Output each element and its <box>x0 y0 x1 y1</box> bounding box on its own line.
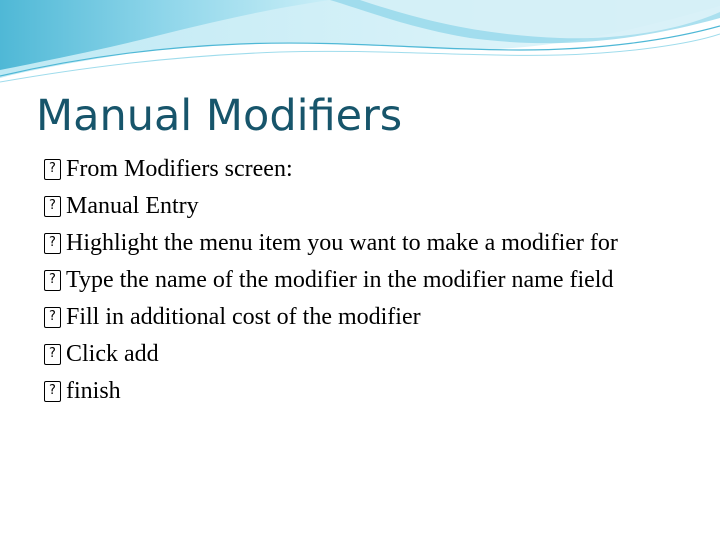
bullet-text: Type the name of the modifier in the modifier name field <box>66 267 614 293</box>
missing-glyph-box-icon: ? <box>44 233 61 254</box>
bullet-text: Manual Entry <box>66 193 199 219</box>
missing-glyph-box-icon: ? <box>44 196 61 217</box>
missing-glyph-box-icon: ? <box>44 159 61 180</box>
bullet-item <box>44 191 694 222</box>
missing-glyph-box-icon: ? <box>44 307 61 328</box>
missing-glyph-box-icon: ? <box>44 270 61 291</box>
missing-glyph-box-icon: ? <box>44 344 61 365</box>
slide-title: Manual Modifiers <box>36 91 403 141</box>
bullet-item <box>44 339 694 370</box>
bullet-item <box>44 154 694 185</box>
bullet-text: Highlight the menu item you want to make a modifier for <box>66 230 618 256</box>
missing-glyph-box-icon: ? <box>44 381 61 402</box>
bullet-item <box>44 265 694 296</box>
bullet-text: Fill in additional cost of the modifier <box>66 304 421 330</box>
bullet-text: From Modifiers screen: <box>66 156 293 182</box>
bullet-text: Click add <box>66 341 159 367</box>
bullet-item <box>44 302 694 333</box>
header-wave-decoration <box>0 0 720 90</box>
bullet-list <box>44 154 694 413</box>
bullet-item <box>44 376 694 407</box>
bullet-text: finish <box>66 378 121 404</box>
bullet-item <box>44 228 694 259</box>
